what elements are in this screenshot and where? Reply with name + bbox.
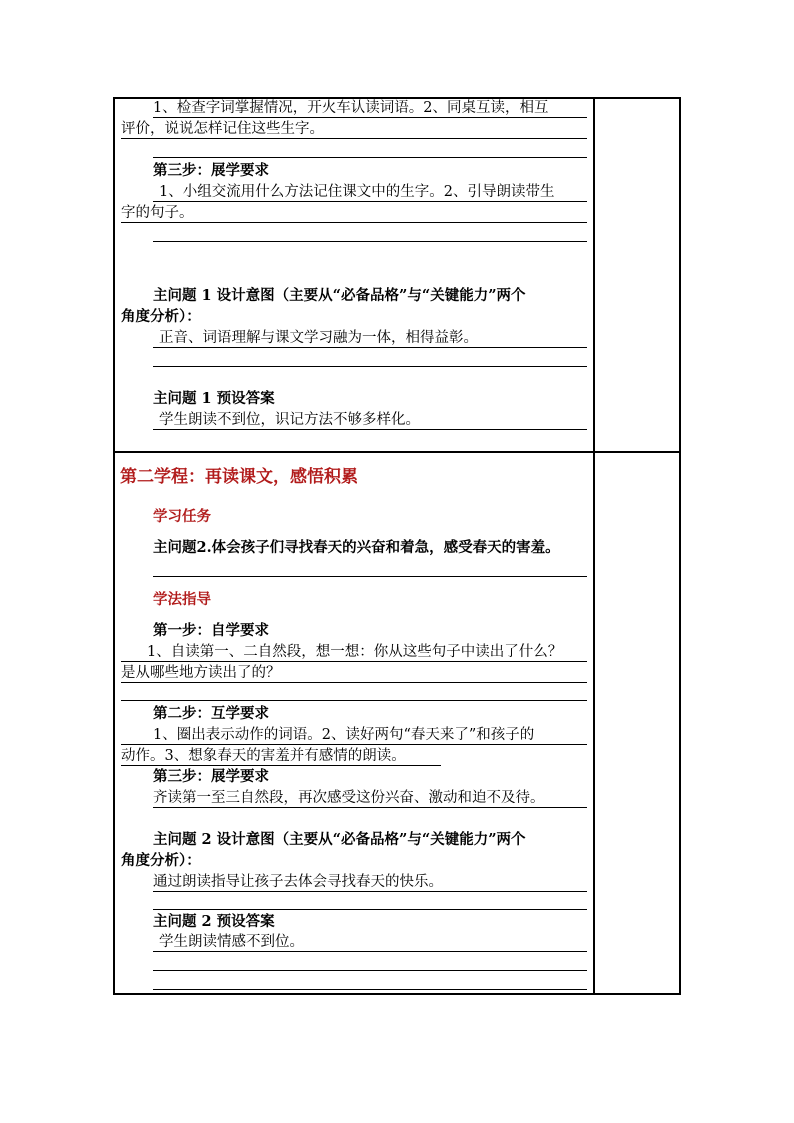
- step3-text: 齐读第一至三自然段，再次感受这份兴奋、激动和迫不及待。: [153, 790, 545, 806]
- cell1-intent-line2: 角度分析）：: [121, 308, 201, 325]
- underline: [153, 201, 587, 202]
- underline: [121, 222, 587, 223]
- underline: [121, 138, 587, 139]
- intent2-line2: 角度分析）：: [121, 852, 201, 869]
- underline: [153, 989, 587, 990]
- underline: [153, 970, 587, 971]
- section-title: 第二学程：再读课文，感悟积累: [120, 467, 358, 487]
- underline: [153, 951, 587, 952]
- task-heading: 学习任务: [153, 508, 211, 525]
- cell1-intent-text: 正音、词语理解与课文学习融为一体，相得益彰。: [159, 330, 478, 346]
- table-row-divider: [113, 451, 681, 453]
- answer2-heading: 主问题 2 预设答案: [153, 913, 275, 930]
- underline: [121, 661, 587, 662]
- underline: [153, 909, 587, 910]
- step2-line2: 动作。3、想象春天的害羞并有感情的朗读。: [121, 748, 406, 764]
- underline: [121, 765, 441, 766]
- underline: [153, 429, 587, 430]
- step1-line2: 是从哪些地方读出了的？: [121, 665, 281, 681]
- underline: [121, 744, 587, 745]
- underline: [153, 807, 587, 808]
- main-question-2: 主问题2.体会孩子们寻找春天的兴奋和着急，感受春天的害羞。: [153, 539, 560, 556]
- underline: [121, 700, 587, 701]
- underline: [153, 157, 587, 158]
- cell1-intent-line1: 主问题 1 设计意图（主要从“必备品格”与“关键能力”两个: [153, 287, 526, 304]
- intent2-text: 通过朗读指导让孩子去体会寻找春天的快乐。: [153, 874, 443, 890]
- step2-line1: 1、圈出表示动作的词语。2、读好两句“春天来了”和孩子的: [153, 727, 535, 743]
- method-heading: 学法指导: [153, 591, 211, 608]
- cell1-paragraph1-line1: 1、检查字词掌握情况，开火车认读词语。2、同桌互读，相互: [153, 100, 549, 116]
- step3-heading: 第三步：展学要求: [153, 768, 269, 785]
- underline: [153, 241, 587, 242]
- underline: [153, 366, 587, 367]
- step2-heading: 第二步：互学要求: [153, 705, 269, 722]
- cell1-paragraph2-line1: 1、小组交流用什么方法记住课文中的生字。2、引导朗读带生: [159, 184, 555, 200]
- table-column-divider: [593, 97, 595, 995]
- cell1-paragraph1-line2: 评价，说说怎样记住这些生字。: [121, 121, 324, 137]
- underline: [121, 682, 587, 683]
- cell1-answer-heading: 主问题 1 预设答案: [153, 390, 275, 407]
- cell1-answer-text: 学生朗读不到位，识记方法不够多样化。: [159, 412, 420, 428]
- cell1-paragraph2-line2: 字的句子。: [121, 205, 194, 221]
- cell1-step3-heading: 第三步：展学要求: [153, 162, 269, 179]
- step1-heading: 第一步：自学要求: [153, 622, 269, 639]
- underline: [153, 891, 587, 892]
- underline: [153, 576, 587, 577]
- underline: [153, 117, 587, 118]
- underline: [153, 347, 587, 348]
- intent2-line1: 主问题 2 设计意图（主要从“必备品格”与“关键能力”两个: [153, 831, 526, 848]
- step1-line1: 1、自读第一、二自然段，想一想：你从这些句子中读出了什么？: [147, 644, 563, 660]
- answer2-text: 学生朗读情感不到位。: [159, 934, 304, 950]
